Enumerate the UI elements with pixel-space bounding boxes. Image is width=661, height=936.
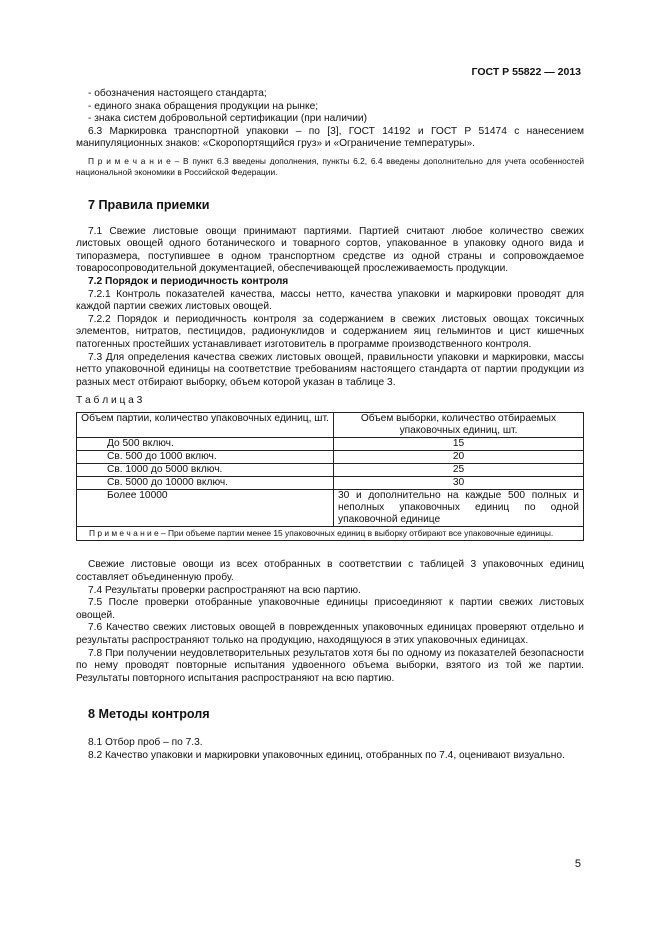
paragraph-7-5: 7.5 После проверки отобранные упаковочные единицы присоединяют к партии свежих листовых овощей. [76,597,584,621]
table-cell: Св. 1000 до 5000 включ. [77,463,334,476]
table-note-text: – При объеме партии менее 15 упаковочных единиц в выборку отбирают все упаковочные единицы. [158,527,554,538]
table-header-row [77,412,584,437]
paragraph-7-4: 7.4 Результаты проверки распространяют на всю партию. [88,584,361,596]
table-row [77,450,584,463]
subsection-7-2-title: 7.2 Порядок и периодичность контроля [88,275,289,287]
table-row [77,489,584,526]
table-row [77,437,584,450]
table-cell: 30 [334,476,584,489]
table-cell: 30 и дополнительно на каждые 500 полных и неполных упаковочных единиц по одной упаковочной единице [334,489,584,526]
section-7-title: 7 Правила приемки [88,197,210,212]
note-text: – В пункт 6.3 введены дополнения, пункты 6.2, 6.4 введены дополнительно для учета особенностей национальной экономики в Российской Федерации. [76,155,585,177]
paragraph-7-6: 7.6 Качество свежих листовых овощей в поврежденных упаковочных единицах проверяют отдельно и результаты распространяют только на продукцию, находящуюся в этих упаковочных единицах. [76,622,584,646]
paragraph-8-1: 8.1 Отбор проб – по 7.3. [88,736,203,748]
list-item: - единого знака обращения продукции на рынке; [88,100,319,112]
table-cell: Св. 500 до 1000 включ. [77,450,334,463]
table-cell: Более 10000 [77,489,334,526]
paragraph-7-2-1: 7.2.1 Контроль показателей качества, массы нетто, качества упаковки и маркировки проводят для каждой партии свежих листовых овощей. [76,288,584,313]
table-cell: 20 [334,450,584,463]
table-note [77,526,584,541]
table-cell: 15 [334,437,584,450]
page-number: 5 [574,858,581,870]
doc-header: ГОСТ Р 55822 — 2013 [471,66,581,78]
list-item: - обозначения настоящего стандарта; [88,88,267,99]
table-cell: Св. 5000 до 10000 включ. [77,476,334,489]
table-header-cell: Объем выборки, количество отбираемых упаковочных единиц, шт. [334,412,584,437]
section-8-title: 8 Методы контроля [88,707,210,722]
paragraph-7-8: 7.8 При получении неудовлетворительных результатов хотя бы по одному из показателей безопасности по нему проводят повторные испытания удвоенного объема выборки, взятого из той же партии. Результаты повторного испытания распространяют на всю партию. [76,647,584,684]
note-label: П р и м е ч а н и е [88,155,171,166]
table-cell: До 500 включ. [77,437,334,450]
table-header-cell: Объем партии, количество упаковочных единиц, шт. [77,412,334,437]
table-note-row [77,526,584,541]
paragraph-7-2-2: 7.2.2 Порядок и периодичность контроля за содержанием в свежих листовых овощах токсичных элементов, нитратов, пестицидов, радионуклидов и содержанием яиц гельминтов и цист кишечных патогенных простейших устанавливает изготовитель в программе производственного контроля. [76,313,584,350]
document-body [76,88,584,762]
paragraph-7-1: 7.1 Свежие листовые овощи принимают партиями. Партией считают любое количество свежих листовых овощей одного ботанического и товарного сортов, упакованное в упаковку одного вида и типоразмера, поступившее в одном транспортном средстве из одной страны и сопровождаемое товаросопроводительной документацией, обеспечивающей прослеживаемость продукции. [76,225,584,275]
sample-size-table [76,412,584,542]
list-item: - знака систем добровольной сертификации (при наличии) [88,113,368,125]
paragraph-8-2: 8.2 Качество упаковки и маркировки упаковочных единиц, отобранных по 7.4, оценивают визуально. [88,749,565,761]
note-6-3 [76,156,584,178]
paragraph-6-3: 6.3 Маркировка транспортной упаковки – по [3], ГОСТ 14192 и ГОСТ Р 51474 с нанесением манипуляционных знаков: «Скоропортящийся груз» и «Ограничение температуры». [76,125,584,150]
table-note-label: П р и м е ч а н и е [89,527,159,538]
table-row [77,463,584,476]
table-cell: 25 [334,463,584,476]
paragraph-7-3: 7.3 Для определения качества свежих листовых овощей, правильности упаковки и маркировки, массы нетто упаковочной единицы на соответствие требованиям настоящего стандарта от партии продукции из разных мест отбирают выборку, объем которой указан в таблице 3. [76,351,584,388]
table-caption: Т а б л и ц а 3 [76,395,143,407]
table-row [77,476,584,489]
paragraph-after-table: Свежие листовые овощи из всех отобранных в соответствии с таблицей 3 упаковочных единиц составляет объединенную пробу. [76,559,584,583]
